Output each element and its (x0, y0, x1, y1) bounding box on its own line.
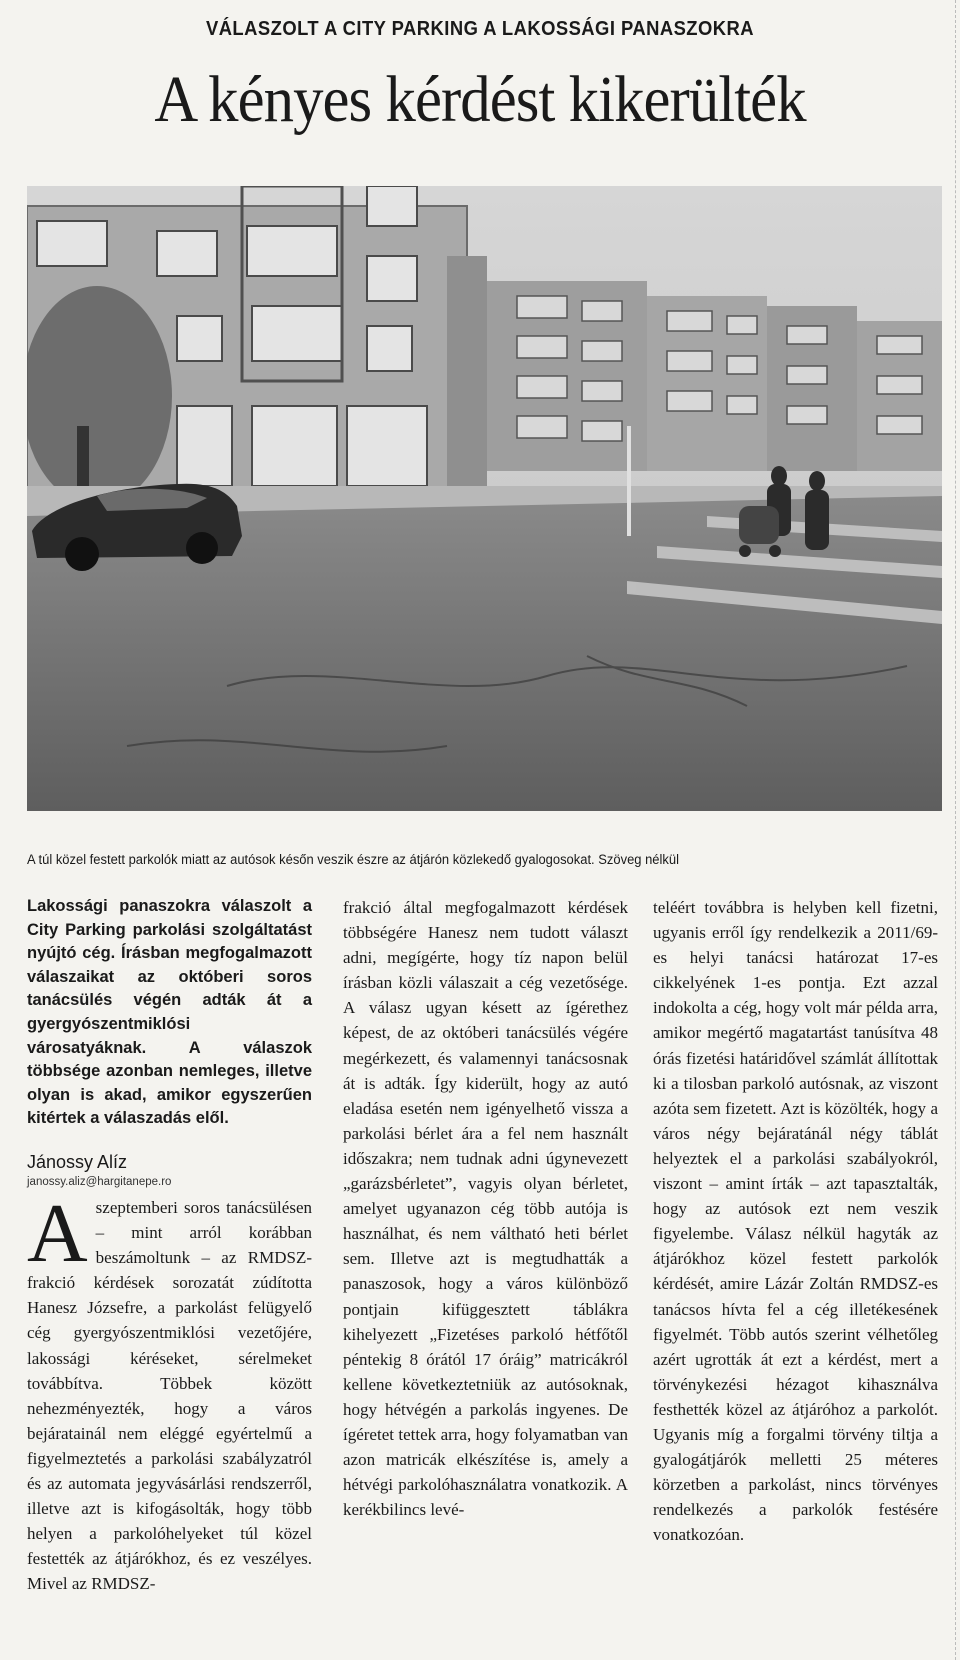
body-text-2: frakció által megfogalmazott kérdések többségére Hanesz nem tudott választ adni, megígérte, hogy tíz napon belül írásban közli válaszait a cég vezetősége. A válasz ugyan késett az ígérethez képest, de az októberi tanácsülés végére megérkezett, és valamennyi tanácsosnak át is adták. Így kiderült, hogy az autó eladása esetén nem igényelhető vissza a parkolási bérlet ára a fel nem használt időszakra; nem tudnak adni úgynevezett „garázsbérletet”, vagyis olyan bérletet, amelyet ugyanazon cég több autója is használhat, és nem váltható heti bérlet sem. Illetve azt is megtudhatták a panaszosok, hogy a város különböző pontjain kifüggesztett táblákra kihelyezett „Fizetéses parkoló hétfőtől péntekig 8 órától 17 óráig” matricákról kellene következtetniük az autósoknak, hogy hétvégén a parkolás ingyenes. De ígéretet tettek arra, hogy folyamatban van azon matricák elkészítése is, amely a hétvégi parkolóhasználatra vonatkozik. A kerékbilincs levé- (343, 898, 628, 1520)
author-name: Jánossy Alíz (27, 1151, 128, 1172)
street-scene-image (27, 186, 942, 811)
column-1 (27, 895, 312, 1596)
column-2 (343, 895, 628, 1522)
body-text-1: szeptemberi soros tanácsülésen – mint arról korábban beszámoltunk – az RMDSZ-frakció kérdések sorozatát zúdította Hanesz Józsefre, a parkolást felügyelő cég gyergyószentmiklósi vezetőjére, lakossági kéréseket, sérelmeket továbbítva. Többek között nehezményezték, hogy a város bejáratainál nem eléggé egyértelmű a figyelmeztetés a parkolási szabályzatról és az automata jegyvásárlási rendszerről, illetve azt is kifogásolták, hogy több helyen a parkolóhelyeket túl közel festették az átjárókhoz, és ez veszélyes. Mivel az RMDSZ- (27, 1197, 312, 1594)
column-3 (653, 895, 938, 1547)
body-text-3: teléért továbbra is helyben kell fizetni, ugyanis erről így rendelkezik a 2011/69-es helyi tanácsi határozat 17-es cikkelyének 1-es pontja. Ezt azzal indokolta a cég, hogy volt már példa arra, amikor megértő magatartást tanúsítva 48 órás fizetési határidővel számlát állítottak ki a tilosban parkoló autósnak, az viszont azóta sem fizetett. Azt is közölték, hogy a város négy bejáratánál négy táblát helyeztek el a parkolási szabályokról, viszont – amint írták – azt tapasztalták, hogy az autósok ezt nem veszik figyelembe. Válasz nélkül hagyták az átjárókhoz közel festett parkolók kérdését, amire Lázár Zoltán RMDSZ-es tanácsos hívta fel a cég illetékesének figyelmét. Több autós szerint vélhetőleg azért ugrották át ezt a kérdést, mert a törvénykezési hézagot kihasználva festhették közel az átjáróhoz a parkolót. Ugyanis míg a forgalmi törvény tiltja a gyalogátjárók melletti 25 méteres körzetben a parkolást, nincs törvényes rendelkezés a parkolók festésére vonatkozóan. (653, 898, 938, 1545)
author-email[interactable]: janossy.aliz@hargitanepe.ro (27, 1175, 172, 1188)
article-photo (27, 186, 942, 811)
photo-caption: A túl közel festett parkolók miatt az autósok későn veszik észre az átjárón közlekedő gyalogosokat. Szöveg nélkül (27, 852, 679, 867)
article-lead: Lakossági panaszokra válaszolt a City Parking parkolási szolgáltatást nyújtó cég. Írásban megfogalmazott válaszaikat az októberi soros tanácsülés végén adták át a gyergyószentmiklósi városatyáknak. A válaszok többsége azonban nemleges, illetve olyan is akad, amikor egyszerűen kitértek a válaszadás elől. (27, 897, 312, 1128)
column-edge-rule (955, 0, 956, 1660)
drop-cap: A (27, 1186, 88, 1280)
body-paragraph-1 (27, 1186, 312, 1597)
article-kicker: VÁLASZOLT A CITY PARKING A LAKOSSÁGI PANASZOKRA (205, 18, 755, 40)
article-headline: A kényes kérdést kikerülték (154, 63, 806, 136)
